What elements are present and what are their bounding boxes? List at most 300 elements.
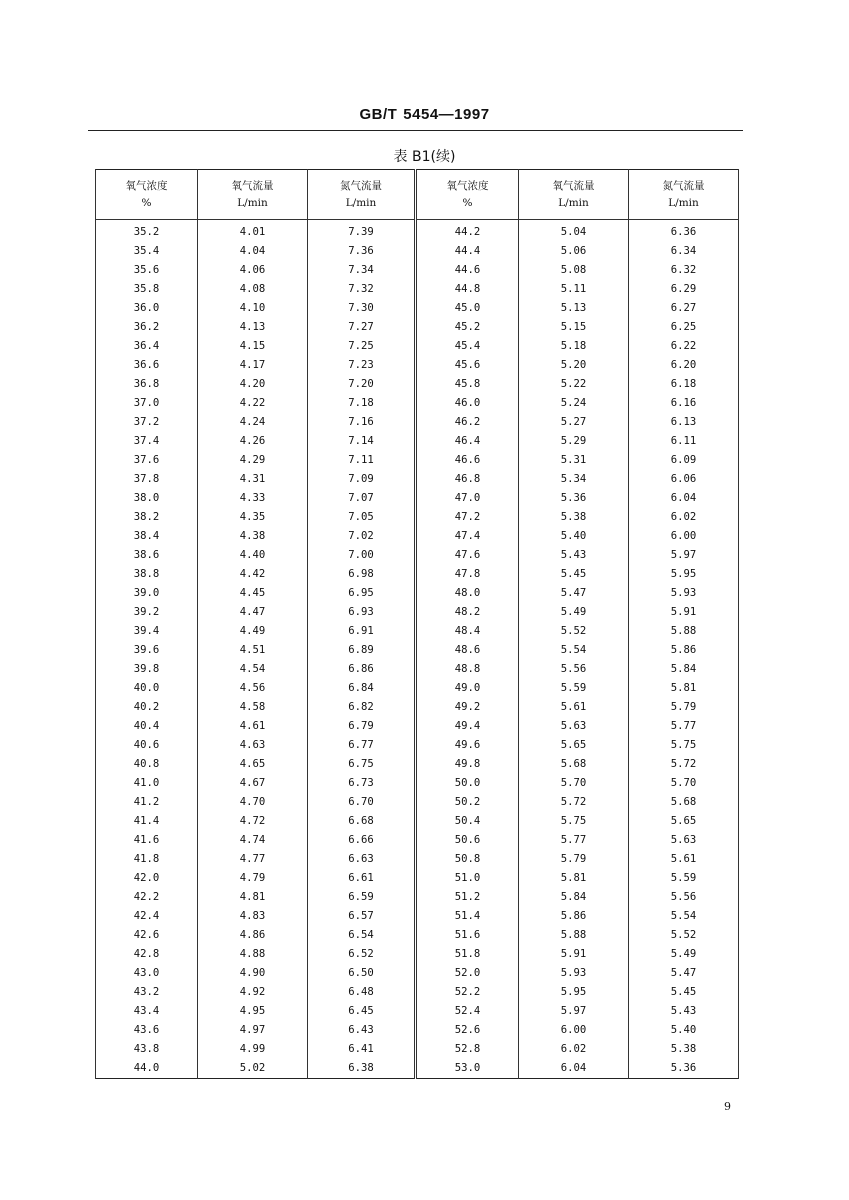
table-cell: 6.91 <box>308 622 416 641</box>
table-cell: 6.68 <box>308 812 416 831</box>
col-header-oxygen-concentration-1: 氧气浓度 % <box>96 170 198 220</box>
table-cell: 5.38 <box>519 508 629 527</box>
table-cell: 44.4 <box>416 242 519 261</box>
table-cell: 5.81 <box>629 679 739 698</box>
table-cell: 44.6 <box>416 261 519 280</box>
table-cell: 6.02 <box>519 1040 629 1059</box>
table-cell: 6.52 <box>308 945 416 964</box>
table-cell: 47.2 <box>416 508 519 527</box>
header-rule <box>88 130 743 131</box>
table-cell: 7.16 <box>308 413 416 432</box>
table-cell: 4.97 <box>198 1021 308 1040</box>
table-cell: 48.0 <box>416 584 519 603</box>
table-cell: 6.36 <box>629 220 739 243</box>
table-cell: 49.0 <box>416 679 519 698</box>
table-cell: 39.6 <box>96 641 198 660</box>
table-cell: 5.04 <box>519 220 629 243</box>
table-cell: 5.70 <box>629 774 739 793</box>
table-cell: 7.09 <box>308 470 416 489</box>
table-cell: 45.0 <box>416 299 519 318</box>
table-cell: 41.0 <box>96 774 198 793</box>
table-row <box>96 1021 739 1040</box>
table-cell: 5.47 <box>629 964 739 983</box>
table-cell: 5.52 <box>519 622 629 641</box>
table-row <box>96 220 739 243</box>
table-cell: 6.50 <box>308 964 416 983</box>
table-cell: 46.8 <box>416 470 519 489</box>
table-cell: 6.45 <box>308 1002 416 1021</box>
table-cell: 51.4 <box>416 907 519 926</box>
table-cell: 42.8 <box>96 945 198 964</box>
table-cell: 49.2 <box>416 698 519 717</box>
table-title: 表 B1(续) <box>393 149 456 165</box>
table-cell: 5.61 <box>629 850 739 869</box>
table-cell: 4.04 <box>198 242 308 261</box>
table-row <box>96 584 739 603</box>
table-cell: 4.35 <box>198 508 308 527</box>
table-cell: 37.4 <box>96 432 198 451</box>
table-cell: 40.8 <box>96 755 198 774</box>
table-cell: 6.63 <box>308 850 416 869</box>
table-cell: 35.2 <box>96 220 198 243</box>
table-row <box>96 1002 739 1021</box>
table-cell: 5.24 <box>519 394 629 413</box>
table-cell: 5.43 <box>519 546 629 565</box>
col-header-nitrogen-flow-1: 氮气流量 L/min <box>308 170 416 220</box>
table-cell: 52.2 <box>416 983 519 1002</box>
table-cell: 4.92 <box>198 983 308 1002</box>
table-cell: 4.88 <box>198 945 308 964</box>
table-row <box>96 812 739 831</box>
table-cell: 7.39 <box>308 220 416 243</box>
table-cell: 4.74 <box>198 831 308 850</box>
table-row <box>96 413 739 432</box>
table-cell: 38.8 <box>96 565 198 584</box>
table-cell: 5.36 <box>629 1059 739 1079</box>
table-cell: 6.79 <box>308 717 416 736</box>
table-cell: 6.59 <box>308 888 416 907</box>
table-cell: 4.90 <box>198 964 308 983</box>
table-cell: 7.14 <box>308 432 416 451</box>
table-cell: 6.25 <box>629 318 739 337</box>
table-cell: 5.97 <box>519 1002 629 1021</box>
table-row <box>96 983 739 1002</box>
table-cell: 5.77 <box>629 717 739 736</box>
table-cell: 52.6 <box>416 1021 519 1040</box>
table-cell: 48.6 <box>416 641 519 660</box>
table-cell: 6.57 <box>308 907 416 926</box>
table-cell: 7.11 <box>308 451 416 470</box>
table-cell: 47.4 <box>416 527 519 546</box>
table-cell: 40.0 <box>96 679 198 698</box>
table-cell: 44.8 <box>416 280 519 299</box>
table-cell: 6.38 <box>308 1059 416 1079</box>
table-cell: 6.95 <box>308 584 416 603</box>
table-cell: 51.8 <box>416 945 519 964</box>
table-cell: 36.4 <box>96 337 198 356</box>
table-cell: 5.31 <box>519 451 629 470</box>
table-cell: 4.08 <box>198 280 308 299</box>
table-cell: 6.20 <box>629 356 739 375</box>
table-cell: 52.0 <box>416 964 519 983</box>
table-cell: 6.84 <box>308 679 416 698</box>
table-cell: 7.05 <box>308 508 416 527</box>
table-cell: 49.4 <box>416 717 519 736</box>
table-cell: 4.40 <box>198 546 308 565</box>
table-cell: 41.4 <box>96 812 198 831</box>
table-cell: 6.48 <box>308 983 416 1002</box>
table-cell: 5.81 <box>519 869 629 888</box>
table-cell: 4.45 <box>198 584 308 603</box>
table-cell: 6.00 <box>519 1021 629 1040</box>
table-cell: 5.61 <box>519 698 629 717</box>
table-cell: 5.47 <box>519 584 629 603</box>
table-cell: 5.59 <box>519 679 629 698</box>
table-cell: 5.93 <box>629 584 739 603</box>
table-row <box>96 527 739 546</box>
table-cell: 5.40 <box>519 527 629 546</box>
table-cell: 5.08 <box>519 261 629 280</box>
table-cell: 6.66 <box>308 831 416 850</box>
table-cell: 5.91 <box>629 603 739 622</box>
table-cell: 35.6 <box>96 261 198 280</box>
table-cell: 4.49 <box>198 622 308 641</box>
table-cell: 47.0 <box>416 489 519 508</box>
table-cell: 4.81 <box>198 888 308 907</box>
table-cell: 6.75 <box>308 755 416 774</box>
table-cell: 7.25 <box>308 337 416 356</box>
table-cell: 4.33 <box>198 489 308 508</box>
table-cell: 38.6 <box>96 546 198 565</box>
table-cell: 5.11 <box>519 280 629 299</box>
table-row <box>96 736 739 755</box>
table-cell: 38.2 <box>96 508 198 527</box>
table-cell: 5.27 <box>519 413 629 432</box>
table-cell: 6.98 <box>308 565 416 584</box>
table-cell: 39.2 <box>96 603 198 622</box>
table-cell: 6.00 <box>629 527 739 546</box>
table-cell: 5.45 <box>629 983 739 1002</box>
col-header-oxygen-flow-1: 氧气流量 L/min <box>198 170 308 220</box>
table-row <box>96 793 739 812</box>
table-cell: 5.52 <box>629 926 739 945</box>
table-cell: 39.4 <box>96 622 198 641</box>
table-cell: 42.2 <box>96 888 198 907</box>
table-cell: 5.75 <box>629 736 739 755</box>
table-row <box>96 1040 739 1059</box>
table-cell: 5.22 <box>519 375 629 394</box>
table-cell: 37.8 <box>96 470 198 489</box>
table-row <box>96 869 739 888</box>
table-row <box>96 470 739 489</box>
table-cell: 5.02 <box>198 1059 308 1079</box>
table-cell: 39.8 <box>96 660 198 679</box>
table-row <box>96 375 739 394</box>
flow-table <box>95 169 739 1079</box>
table-cell: 6.77 <box>308 736 416 755</box>
table-cell: 6.82 <box>308 698 416 717</box>
table-cell: 46.0 <box>416 394 519 413</box>
table-cell: 53.0 <box>416 1059 519 1079</box>
table-row <box>96 242 739 261</box>
table-cell: 6.11 <box>629 432 739 451</box>
table-cell: 6.34 <box>629 242 739 261</box>
table-cell: 5.88 <box>519 926 629 945</box>
table-cell: 5.84 <box>519 888 629 907</box>
table-cell: 41.2 <box>96 793 198 812</box>
table-cell: 51.6 <box>416 926 519 945</box>
table-cell: 5.34 <box>519 470 629 489</box>
table-cell: 4.51 <box>198 641 308 660</box>
table-cell: 5.49 <box>629 945 739 964</box>
table-cell: 7.34 <box>308 261 416 280</box>
table-cell: 37.6 <box>96 451 198 470</box>
table-cell: 5.56 <box>519 660 629 679</box>
table-cell: 4.67 <box>198 774 308 793</box>
table-cell: 49.8 <box>416 755 519 774</box>
table-cell: 38.4 <box>96 527 198 546</box>
table-row <box>96 565 739 584</box>
table-cell: 6.61 <box>308 869 416 888</box>
table-cell: 5.70 <box>519 774 629 793</box>
table-cell: 6.86 <box>308 660 416 679</box>
table-cell: 5.97 <box>629 546 739 565</box>
table-cell: 4.01 <box>198 220 308 243</box>
table-cell: 43.4 <box>96 1002 198 1021</box>
table-cell: 42.4 <box>96 907 198 926</box>
table-row <box>96 660 739 679</box>
table-cell: 50.6 <box>416 831 519 850</box>
table-cell: 5.72 <box>519 793 629 812</box>
table-cell: 5.84 <box>629 660 739 679</box>
table-row <box>96 964 739 983</box>
table-row <box>96 356 739 375</box>
table-cell: 7.00 <box>308 546 416 565</box>
table-cell: 50.0 <box>416 774 519 793</box>
table-cell: 50.2 <box>416 793 519 812</box>
table-cell: 6.73 <box>308 774 416 793</box>
table-cell: 6.32 <box>629 261 739 280</box>
table-cell: 4.79 <box>198 869 308 888</box>
table-cell: 4.63 <box>198 736 308 755</box>
table-row <box>96 318 739 337</box>
table-cell: 7.36 <box>308 242 416 261</box>
table-cell: 4.31 <box>198 470 308 489</box>
table-cell: 5.75 <box>519 812 629 831</box>
table-cell: 5.88 <box>629 622 739 641</box>
table-cell: 4.86 <box>198 926 308 945</box>
table-header-row <box>96 170 739 220</box>
table-cell: 46.6 <box>416 451 519 470</box>
table-cell: 4.29 <box>198 451 308 470</box>
table-cell: 4.26 <box>198 432 308 451</box>
table-cell: 4.42 <box>198 565 308 584</box>
table-row <box>96 489 739 508</box>
table-cell: 5.45 <box>519 565 629 584</box>
table-row <box>96 888 739 907</box>
table-cell: 4.58 <box>198 698 308 717</box>
table-cell: 4.10 <box>198 299 308 318</box>
table-cell: 6.70 <box>308 793 416 812</box>
table-cell: 49.6 <box>416 736 519 755</box>
table-cell: 4.77 <box>198 850 308 869</box>
table-cell: 6.13 <box>629 413 739 432</box>
table-cell: 4.47 <box>198 603 308 622</box>
table-cell: 5.95 <box>519 983 629 1002</box>
table-cell: 48.4 <box>416 622 519 641</box>
table-cell: 6.06 <box>629 470 739 489</box>
table-row <box>96 850 739 869</box>
table-cell: 42.0 <box>96 869 198 888</box>
col-header-oxygen-concentration-2: 氧气浓度 % <box>416 170 519 220</box>
table-cell: 51.2 <box>416 888 519 907</box>
table-cell: 5.77 <box>519 831 629 850</box>
standard-header <box>0 106 849 123</box>
table-cell: 4.83 <box>198 907 308 926</box>
table-cell: 47.8 <box>416 565 519 584</box>
col-header-nitrogen-flow-2: 氮气流量 L/min <box>629 170 739 220</box>
table-cell: 40.6 <box>96 736 198 755</box>
table-cell: 36.0 <box>96 299 198 318</box>
table-cell: 35.8 <box>96 280 198 299</box>
table-row <box>96 622 739 641</box>
table-cell: 5.95 <box>629 565 739 584</box>
table-cell: 4.95 <box>198 1002 308 1021</box>
table-cell: 4.99 <box>198 1040 308 1059</box>
table-cell: 4.15 <box>198 337 308 356</box>
table-cell: 5.56 <box>629 888 739 907</box>
table-cell: 35.4 <box>96 242 198 261</box>
table-cell: 6.89 <box>308 641 416 660</box>
table-cell: 4.54 <box>198 660 308 679</box>
table-cell: 4.17 <box>198 356 308 375</box>
table-cell: 36.6 <box>96 356 198 375</box>
table-cell: 52.8 <box>416 1040 519 1059</box>
table-row <box>96 546 739 565</box>
table-cell: 48.8 <box>416 660 519 679</box>
table-cell: 45.4 <box>416 337 519 356</box>
table-cell: 50.4 <box>416 812 519 831</box>
table-cell: 4.56 <box>198 679 308 698</box>
table-row <box>96 603 739 622</box>
table-cell: 4.24 <box>198 413 308 432</box>
table-cell: 5.43 <box>629 1002 739 1021</box>
table-cell: 6.22 <box>629 337 739 356</box>
table-cell: 5.20 <box>519 356 629 375</box>
standard-prefix: GB/T <box>359 106 398 123</box>
table-cell: 6.16 <box>629 394 739 413</box>
table-row <box>96 394 739 413</box>
table-cell: 44.2 <box>416 220 519 243</box>
table-cell: 44.0 <box>96 1059 198 1079</box>
table-cell: 5.15 <box>519 318 629 337</box>
table-cell: 4.06 <box>198 261 308 280</box>
table-cell: 45.2 <box>416 318 519 337</box>
table-cell: 5.63 <box>629 831 739 850</box>
table-cell: 5.06 <box>519 242 629 261</box>
table-cell: 5.86 <box>629 641 739 660</box>
table-row <box>96 337 739 356</box>
table-cell: 5.29 <box>519 432 629 451</box>
table-cell: 6.41 <box>308 1040 416 1059</box>
table-cell: 6.02 <box>629 508 739 527</box>
table-cell: 5.49 <box>519 603 629 622</box>
table-cell: 7.20 <box>308 375 416 394</box>
table-row <box>96 451 739 470</box>
table-row <box>96 926 739 945</box>
flow-table-container <box>95 169 738 1074</box>
table-cell: 37.0 <box>96 394 198 413</box>
table-cell: 40.2 <box>96 698 198 717</box>
table-cell: 5.68 <box>629 793 739 812</box>
table-cell: 38.0 <box>96 489 198 508</box>
table-cell: 36.2 <box>96 318 198 337</box>
table-row <box>96 945 739 964</box>
table-cell: 7.32 <box>308 280 416 299</box>
table-cell: 48.2 <box>416 603 519 622</box>
table-row <box>96 755 739 774</box>
table-cell: 5.72 <box>629 755 739 774</box>
table-cell: 52.4 <box>416 1002 519 1021</box>
table-cell: 37.2 <box>96 413 198 432</box>
table-row <box>96 261 739 280</box>
table-cell: 47.6 <box>416 546 519 565</box>
table-cell: 7.30 <box>308 299 416 318</box>
table-row <box>96 831 739 850</box>
table-cell: 4.72 <box>198 812 308 831</box>
table-cell: 6.09 <box>629 451 739 470</box>
table-cell: 5.65 <box>519 736 629 755</box>
table-cell: 41.6 <box>96 831 198 850</box>
table-row <box>96 774 739 793</box>
table-cell: 5.54 <box>629 907 739 926</box>
table-cell: 4.65 <box>198 755 308 774</box>
table-cell: 5.65 <box>629 812 739 831</box>
table-cell: 5.68 <box>519 755 629 774</box>
table-row <box>96 432 739 451</box>
table-cell: 6.27 <box>629 299 739 318</box>
table-cell: 4.13 <box>198 318 308 337</box>
table-cell: 5.63 <box>519 717 629 736</box>
table-row <box>96 698 739 717</box>
table-cell: 43.2 <box>96 983 198 1002</box>
table-cell: 4.38 <box>198 527 308 546</box>
table-cell: 41.8 <box>96 850 198 869</box>
table-cell: 5.86 <box>519 907 629 926</box>
col-header-oxygen-flow-2: 氧气流量 L/min <box>519 170 629 220</box>
table-cell: 42.6 <box>96 926 198 945</box>
table-cell: 43.8 <box>96 1040 198 1059</box>
table-row <box>96 907 739 926</box>
table-cell: 5.79 <box>629 698 739 717</box>
table-cell: 45.6 <box>416 356 519 375</box>
table-cell: 46.2 <box>416 413 519 432</box>
table-cell: 36.8 <box>96 375 198 394</box>
table-cell: 6.04 <box>629 489 739 508</box>
table-cell: 43.6 <box>96 1021 198 1040</box>
table-cell: 6.18 <box>629 375 739 394</box>
table-row <box>96 299 739 318</box>
table-cell: 7.27 <box>308 318 416 337</box>
table-cell: 5.54 <box>519 641 629 660</box>
table-cell: 5.79 <box>519 850 629 869</box>
table-cell: 5.36 <box>519 489 629 508</box>
table-cell: 7.07 <box>308 489 416 508</box>
table-cell: 6.04 <box>519 1059 629 1079</box>
page-number: 9 <box>724 1100 731 1113</box>
table-cell: 5.91 <box>519 945 629 964</box>
table-cell: 5.38 <box>629 1040 739 1059</box>
